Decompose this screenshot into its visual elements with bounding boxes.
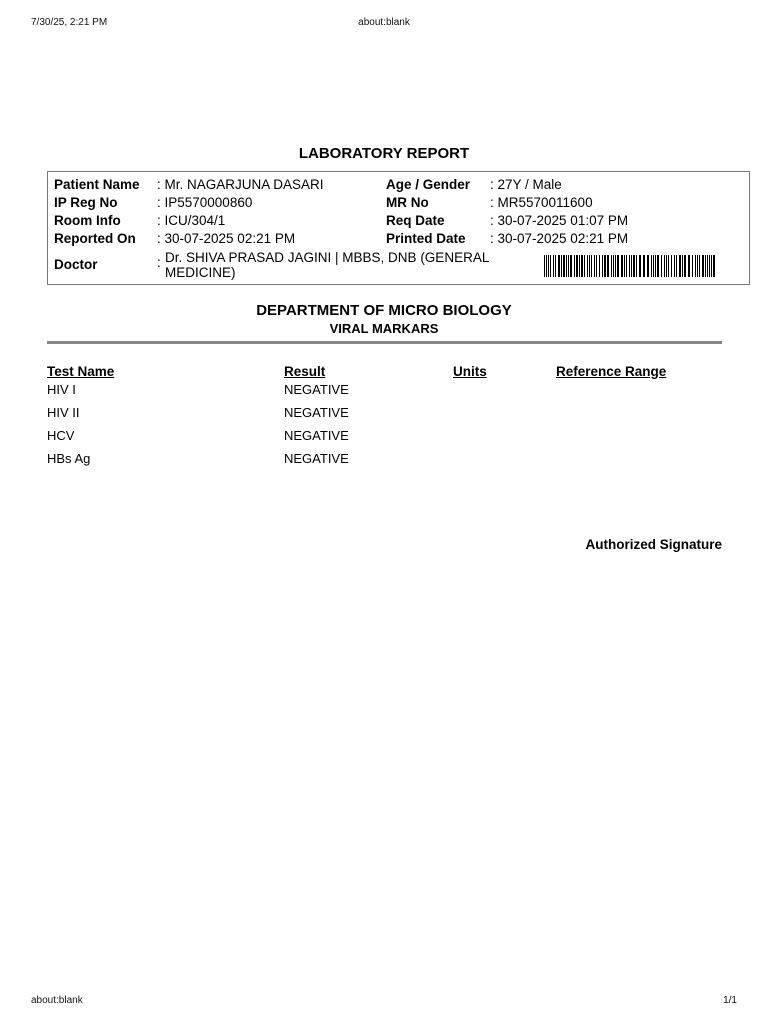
print-footer-url: about:blank <box>31 995 83 1006</box>
report-title: LABORATORY REPORT <box>298 145 470 162</box>
reported-on-value: : 30-07-2025 02:21 PM <box>157 231 296 246</box>
doctor-value-line1: Dr. SHIVA PRASAD JAGINI | MBBS, DNB (GENERAL <box>165 250 490 265</box>
mr-no-label: MR No <box>386 195 429 210</box>
test-name-cell: HCV <box>47 428 75 443</box>
age-gender-value: : 27Y / Male <box>490 177 562 192</box>
printed-date-label: Printed Date <box>386 231 466 246</box>
test-name-cell: HIV I <box>47 382 76 397</box>
ip-reg-label: IP Reg No <box>54 195 118 210</box>
room-info-value: : ICU/304/1 <box>157 213 226 228</box>
req-date-label: Req Date <box>386 213 445 228</box>
result-cell: NEGATIVE <box>284 428 349 443</box>
page-number: 1/1 <box>723 995 737 1006</box>
reference-range-header: Reference Range <box>556 364 667 379</box>
print-datetime: 7/30/25, 2:21 PM <box>31 17 108 28</box>
units-header: Units <box>453 364 487 379</box>
result-cell: NEGATIVE <box>284 382 349 397</box>
doctor-colon: : <box>157 255 161 270</box>
doctor-value-line2: MEDICINE) <box>165 265 236 280</box>
section-divider <box>47 341 722 344</box>
department-subtitle: VIRAL MARKARS <box>329 321 439 336</box>
result-header: Result <box>284 364 326 379</box>
age-gender-label: Age / Gender <box>386 177 471 192</box>
test-name-cell: HIV II <box>47 405 80 420</box>
result-cell: NEGATIVE <box>284 451 349 466</box>
mr-no-value: : MR5570011600 <box>490 195 593 210</box>
patient-info-box <box>47 171 750 285</box>
doctor-value <box>165 250 495 280</box>
ip-reg-value: : IP5570000860 <box>157 195 253 210</box>
authorized-signature-label: Authorized Signature <box>585 537 722 552</box>
patient-name-label: Patient Name <box>54 177 140 192</box>
test-name-cell: HBs Ag <box>47 451 91 466</box>
room-info-label: Room Info <box>54 213 121 228</box>
reported-on-label: Reported On <box>54 231 136 246</box>
patient-name-value: : Mr. NAGARJUNA DASARI <box>157 177 324 192</box>
req-date-value: : 30-07-2025 01:07 PM <box>490 213 629 228</box>
department-title: DEPARTMENT OF MICRO BIOLOGY <box>256 302 512 319</box>
print-header-url: about:blank <box>358 17 410 28</box>
printed-date-value: : 30-07-2025 02:21 PM <box>490 231 629 246</box>
barcode <box>544 255 716 277</box>
test-name-header: Test Name <box>47 364 115 379</box>
result-cell: NEGATIVE <box>284 405 349 420</box>
doctor-label: Doctor <box>54 257 98 272</box>
